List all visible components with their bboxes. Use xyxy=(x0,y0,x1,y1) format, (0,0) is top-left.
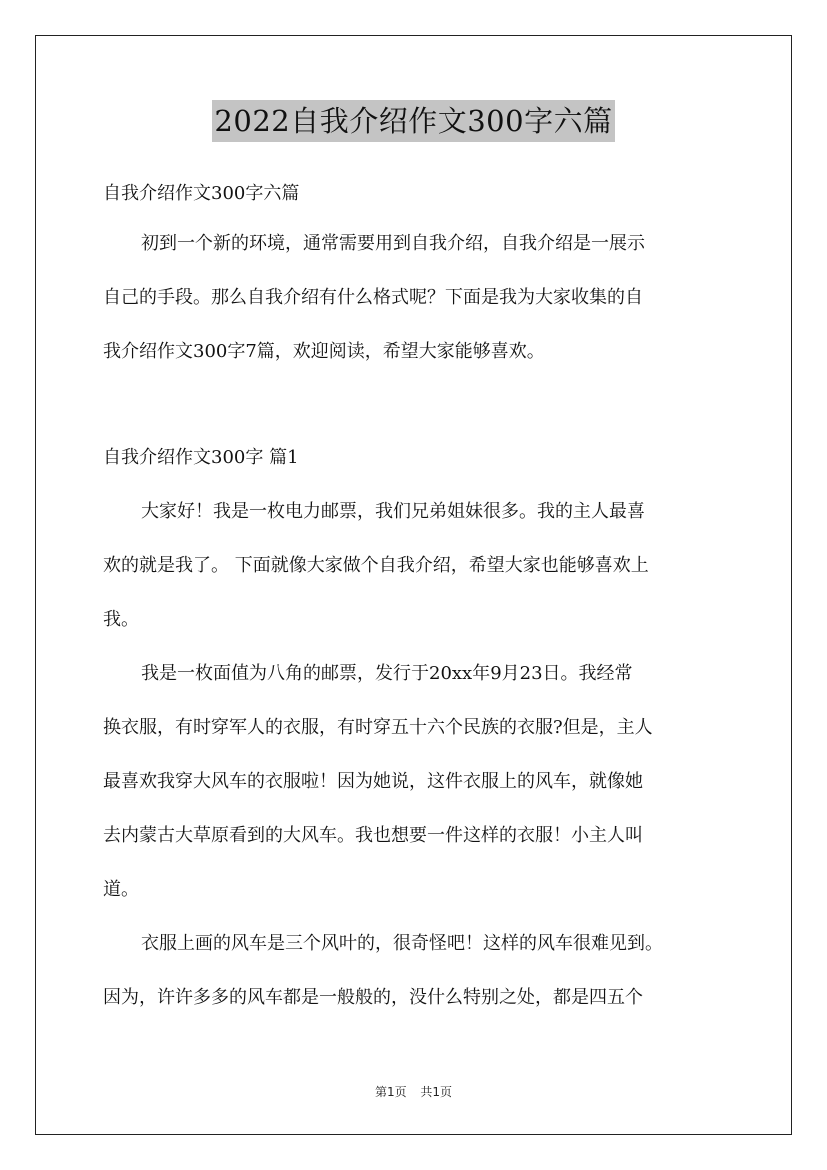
paragraph-line: 最喜欢我穿大风车的衣服啦！因为她说，这件衣服上的风车，就像她 xyxy=(103,771,643,792)
paragraph-line: 换衣服，有时穿军人的衣服，有时穿五十六个民族的衣服?但是，主人 xyxy=(103,717,653,738)
document-body xyxy=(103,180,743,1038)
intro-line: 我介绍作文300字7篇，欢迎阅读，希望大家能够喜欢。 xyxy=(103,341,545,362)
section-spacer xyxy=(103,392,743,444)
intro-line: 初到一个新的环境，通常需要用到自我介绍，自我介绍是一展示 xyxy=(141,233,645,254)
title-container xyxy=(0,100,827,142)
paragraph-line: 大家好！我是一枚电力邮票，我们兄弟姐妹很多。我的主人最喜 xyxy=(141,501,645,522)
paragraph-line: 我。 xyxy=(103,609,139,630)
document-title: 2022自我介绍作文300字六篇 xyxy=(212,100,614,142)
paragraph-line: 我是一枚面值为八角的邮票，发行于20xx年9月23日。我经常 xyxy=(141,663,633,684)
paragraph-line: 道。 xyxy=(103,879,139,900)
page-number: 第1页 xyxy=(374,1085,407,1099)
paragraph-2 xyxy=(103,660,743,903)
paragraph-3 xyxy=(103,930,743,1011)
page-total: 共1页 xyxy=(420,1085,453,1099)
section-heading: 自我介绍作文300字 篇1 xyxy=(103,447,299,468)
paragraph-line: 欢的就是我了。 下面就像大家做个自我介绍，希望大家也能够喜欢上 xyxy=(103,555,649,576)
document-subtitle: 自我介绍作文300字六篇 xyxy=(103,183,300,204)
intro-paragraph xyxy=(103,230,743,365)
page-footer xyxy=(0,1083,827,1100)
paragraph-line: 因为，许许多多的风车都是一般般的，没什么特别之处，都是四五个 xyxy=(103,987,643,1008)
paragraph-1 xyxy=(103,498,743,633)
paragraph-line: 衣服上画的风车是三个风叶的，很奇怪吧！这样的风车很难见到。 xyxy=(141,933,663,954)
paragraph-line: 去内蒙古大草原看到的大风车。我也想要一件这样的衣服！小主人叫 xyxy=(103,825,643,846)
intro-line: 自己的手段。那么自我介绍有什么格式呢？下面是我为大家收集的自 xyxy=(103,287,643,308)
